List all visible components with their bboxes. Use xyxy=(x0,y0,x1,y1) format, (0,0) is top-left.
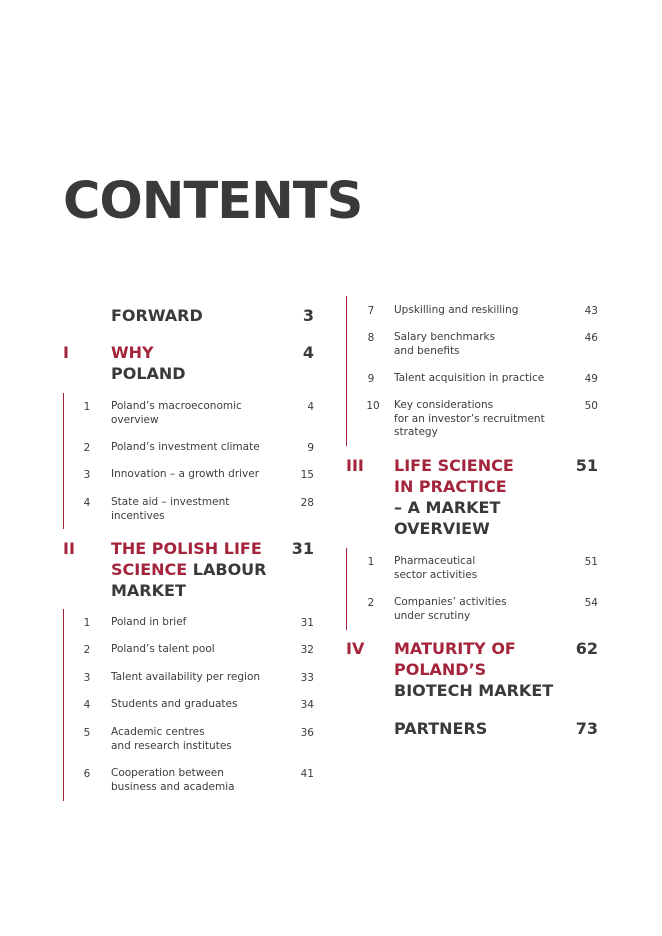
sub-2-8-page: 46 xyxy=(584,332,598,344)
sub-2-3-page: 33 xyxy=(300,672,314,684)
sub-2-1-page: 31 xyxy=(300,617,314,629)
sub-2-8-number: 8 xyxy=(367,332,375,344)
sub-3-1-title[interactable]: Pharmaceutical sector activities xyxy=(394,555,478,581)
sub-3-1-page: 51 xyxy=(584,556,598,568)
sub-1-1-page: 4 xyxy=(307,401,314,413)
section-4-title[interactable] xyxy=(394,638,564,701)
section-3-title-red: LIFE SCIENCE IN PRACTICE xyxy=(394,456,514,496)
section-2-title[interactable] xyxy=(111,538,281,601)
sub-2-4-number: 4 xyxy=(83,699,91,711)
section-2-rule-left xyxy=(63,609,64,801)
section-1-title-red: WHY xyxy=(111,343,154,362)
toc-forward-page: 3 xyxy=(302,306,314,325)
section-2-page: 31 xyxy=(291,539,314,558)
section-1-title-dark: POLAND xyxy=(111,364,186,383)
sub-2-2-title[interactable]: Poland’s talent pool xyxy=(111,643,215,655)
sub-1-2-title[interactable]: Poland’s investment climate xyxy=(111,441,260,453)
section-1-rule xyxy=(63,393,64,529)
section-4-title-red: MATURITY OF POLAND’S xyxy=(394,639,516,679)
sub-1-1-title[interactable]: Poland’s macroeconomic overview xyxy=(111,400,242,426)
sub-2-3-number: 3 xyxy=(83,672,91,684)
sub-1-4-page: 28 xyxy=(300,497,314,509)
sub-3-2-title[interactable]: Companies’ activities under scrutiny xyxy=(394,596,507,622)
sub-2-10-number: 10 xyxy=(366,400,380,412)
toc-forward-title[interactable] xyxy=(111,305,296,326)
sub-2-5-page: 36 xyxy=(300,727,314,739)
forward-title-text: FORWARD xyxy=(111,306,203,325)
sub-3-2-number: 2 xyxy=(367,597,375,609)
sub-1-3-title[interactable]: Innovation – a growth driver xyxy=(111,468,260,480)
sub-2-2-number: 2 xyxy=(83,644,91,656)
toc-partners-page: 73 xyxy=(575,719,598,738)
section-4-number: IV xyxy=(346,639,365,658)
sub-2-1-number: 1 xyxy=(83,617,91,629)
sub-2-5-title[interactable]: Academic centres and research institutes xyxy=(111,726,232,752)
sub-2-4-title[interactable]: Students and graduates xyxy=(111,698,238,710)
sub-2-8-title[interactable]: Salary benchmarks and benefits xyxy=(394,331,496,357)
sub-1-2-page: 9 xyxy=(307,442,314,454)
sub-2-2-page: 32 xyxy=(300,644,314,656)
sub-2-7-page: 43 xyxy=(584,305,598,317)
section-2-rule-right xyxy=(346,296,347,446)
sub-1-1-number: 1 xyxy=(83,401,91,413)
sub-1-3-page: 15 xyxy=(300,469,314,481)
section-3-number: III xyxy=(346,456,364,475)
section-1-page: 4 xyxy=(302,343,314,362)
section-3-title[interactable] xyxy=(394,455,524,539)
page-title: CONTENTS xyxy=(63,172,363,231)
sub-2-9-title[interactable]: Talent acquisition in practice xyxy=(394,372,545,384)
section-2-title-red: THE POLISH LIFE SCIENCE xyxy=(111,539,262,579)
section-3-page: 51 xyxy=(575,456,598,475)
section-3-title-dark: – A MARKET OVERVIEW xyxy=(394,498,501,538)
section-4-page: 62 xyxy=(575,639,598,658)
sub-3-2-page: 54 xyxy=(584,597,598,609)
section-1-number: I xyxy=(63,343,69,362)
sub-3-1-number: 1 xyxy=(367,556,375,568)
sub-2-7-title[interactable]: Upskilling and reskilling xyxy=(394,304,519,316)
sub-2-1-title[interactable]: Poland in brief xyxy=(111,616,187,628)
sub-2-7-number: 7 xyxy=(367,305,375,317)
sub-2-10-page: 50 xyxy=(584,400,598,412)
toc-partners-title[interactable] xyxy=(394,718,579,739)
sub-2-6-title[interactable]: Cooperation between business and academia xyxy=(111,767,235,793)
sub-2-6-number: 6 xyxy=(83,768,91,780)
sub-1-4-number: 4 xyxy=(83,497,91,509)
sub-2-9-page: 49 xyxy=(584,373,598,385)
sub-2-6-page: 41 xyxy=(300,768,314,780)
sub-1-2-number: 2 xyxy=(83,442,91,454)
sub-2-3-title[interactable]: Talent availability per region xyxy=(111,671,261,683)
sub-1-3-number: 3 xyxy=(83,469,91,481)
section-2-number: II xyxy=(63,539,75,558)
partners-title-text: PARTNERS xyxy=(394,719,488,738)
section-1-title[interactable] xyxy=(111,342,296,384)
section-2-title-dark: LABOUR MARKET xyxy=(111,560,267,600)
sub-2-9-number: 9 xyxy=(367,373,375,385)
sub-2-4-page: 34 xyxy=(300,699,314,711)
sub-2-10-title[interactable]: Key considerations for an investor’s recruitment strategy xyxy=(394,399,545,438)
sub-1-4-title[interactable]: State aid – investment incentives xyxy=(111,496,230,522)
section-3-rule xyxy=(346,548,347,630)
sub-2-5-number: 5 xyxy=(83,727,91,739)
section-4-title-dark: BIOTECH MARKET xyxy=(394,681,554,700)
